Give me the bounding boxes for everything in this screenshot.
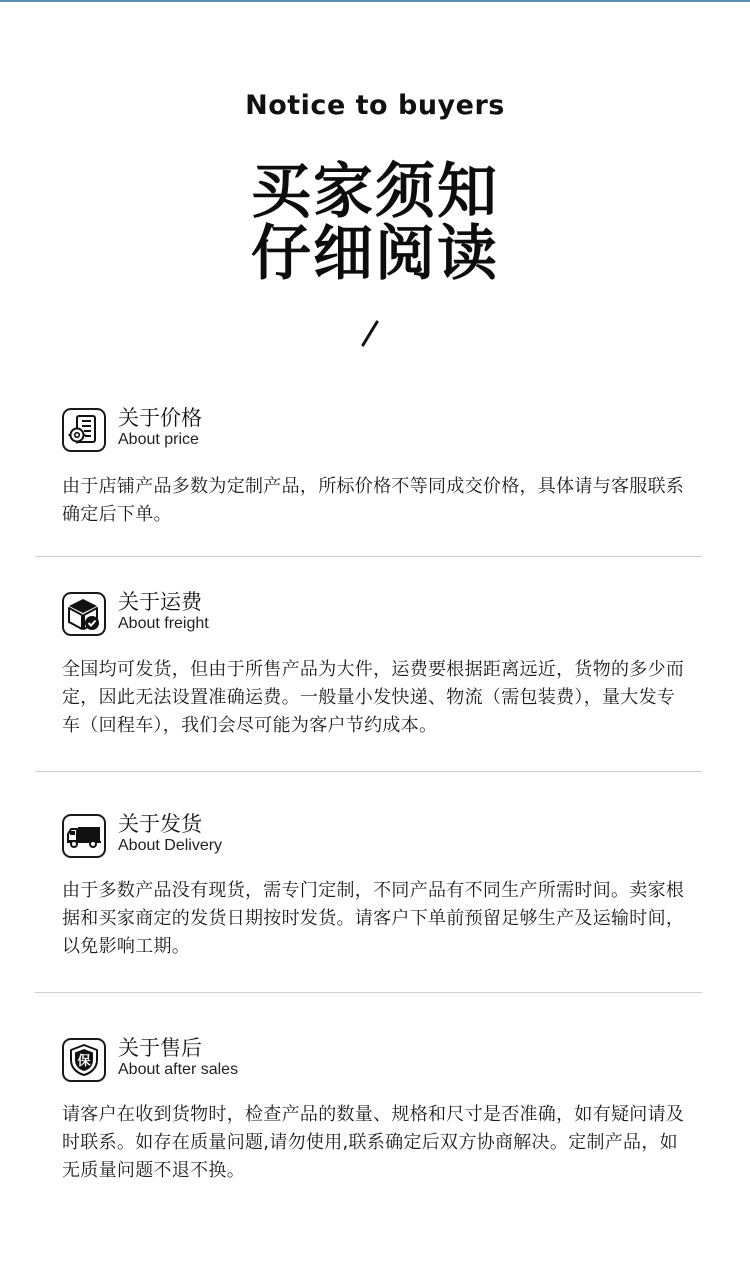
section-body: 由于店铺产品多数为定制产品，所标价格不等同成交价格，具体请与客服联系确定后下单。 — [62, 476, 685, 525]
top-rule — [0, 0, 750, 2]
section-title: 关于价格 — [118, 406, 202, 430]
section-body: 请客户在收到货物时，检查产品的数量、规格和尺寸是否准确，如有疑问请及时联系。如存在质量问题,请勿使用,联系确定后双方协商解决。定制产品，如无质量问题不退不换。 — [62, 1104, 685, 1181]
section-body: 全国均可发货，但由于所售产品为大件，运费要根据距离远近，货物的多少而定，因此无法设置准确运费。一般量小发快递、物流（需包装费），量大发专车（回程车），我们会尽可能为客户节约成本。 — [62, 659, 685, 736]
slash-divider-icon — [360, 318, 380, 350]
header-title-en: Notice to buyers — [245, 90, 505, 121]
price-list-gear-icon — [62, 408, 106, 452]
truck-icon — [62, 814, 106, 858]
section-divider — [35, 556, 702, 557]
header-title-cn-line1: 买家须知 — [251, 157, 499, 227]
section-subtitle: About Delivery — [118, 837, 223, 854]
section-subtitle: About freight — [118, 615, 209, 632]
section-divider — [35, 771, 702, 772]
section-subtitle: About price — [118, 431, 199, 448]
section-title: 关于售后 — [118, 1036, 202, 1060]
shield-guarantee-icon — [62, 1038, 106, 1082]
box-check-icon — [62, 592, 106, 636]
header-title-cn-line2: 仔细阅读 — [251, 219, 499, 289]
badge-char: 保 — [77, 1054, 91, 1069]
section-body: 由于多数产品没有现货，需专门定制，不同产品有不同生产所需时间。卖家根据和买家商定的发货日期按时发货。请客户下单前预留足够生产及运输时间，以免影响工期。 — [62, 880, 685, 957]
section-subtitle: About after sales — [118, 1061, 239, 1078]
section-title: 关于发货 — [118, 812, 202, 836]
section-title: 关于运费 — [118, 590, 202, 614]
section-divider — [35, 992, 702, 993]
